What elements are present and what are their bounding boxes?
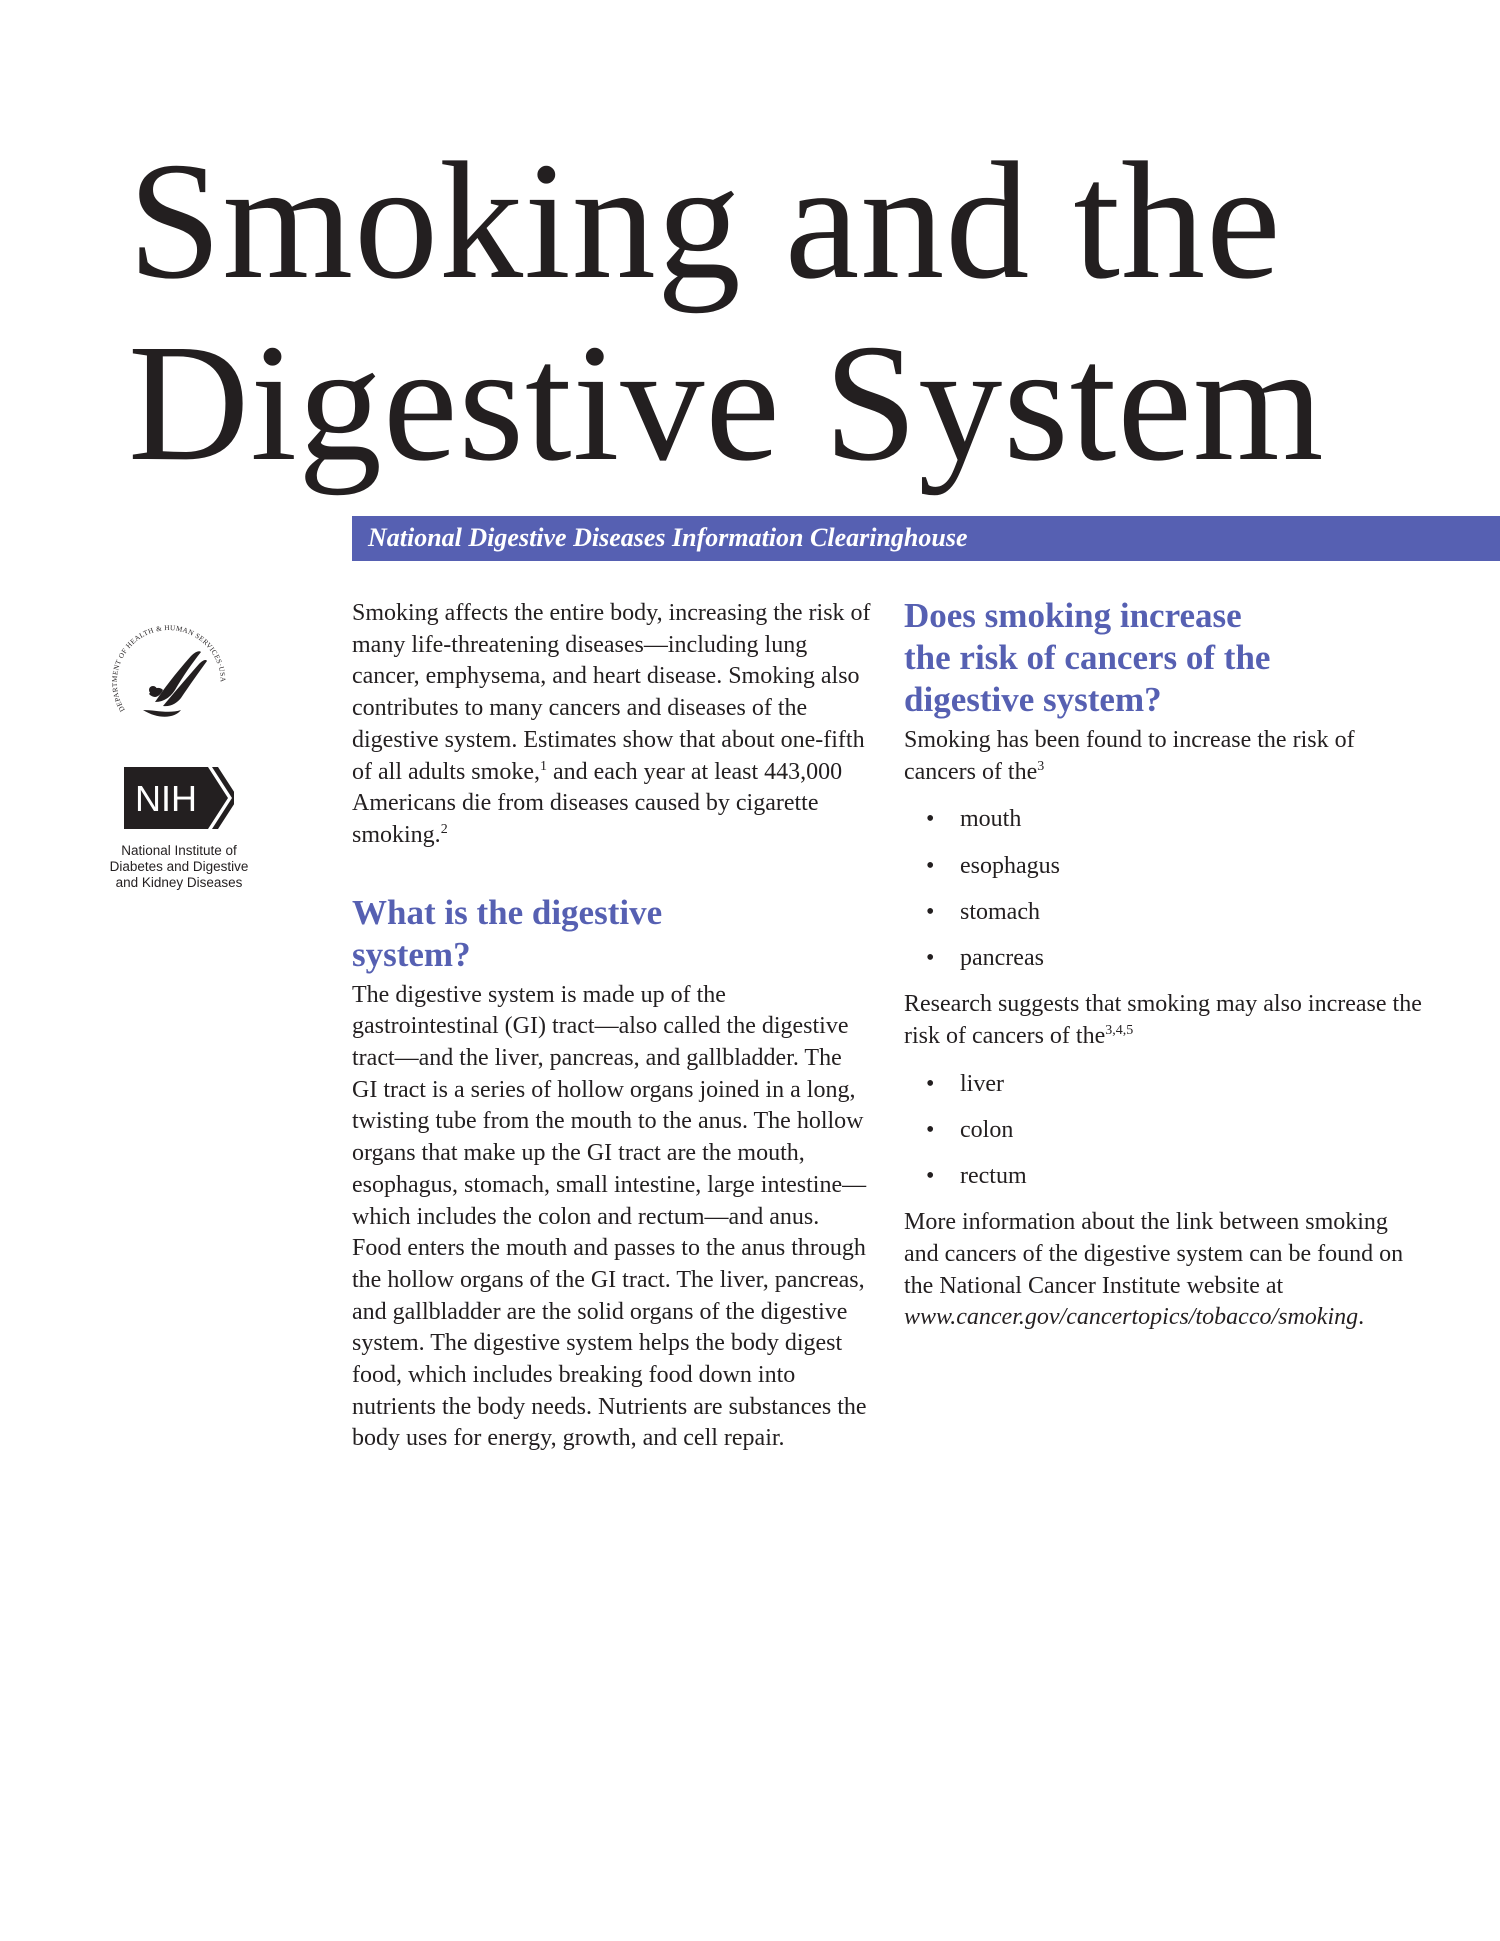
digestive-system-paragraph: The digestive system is made up of the gastrointestinal (GI) tract—also called the digestive tract—and the liver, pancreas, and gallbladder. The GI tract is a series of hollow organs joined in a long, twisting tube from the mouth to the anus. The hollow organs that make up the GI tract are the mouth, esophagus, stomach, small intestine, large intestine—which includes the colon and rectum—and anus. Food enters the mouth and passes to the anus through the hollow organs of the GI tract. The liver, pancreas, and gallbladder are the solid organs of the digestive system. The digestive system helps the body digest food, which includes breaking food down into nutrients the body needs. Nutrients are substances the body uses for energy, growth, and cell repair. bbox=[352, 981, 867, 1452]
hhs-seal-icon bbox=[103, 610, 236, 743]
section1-heading-line-2: system? bbox=[352, 934, 471, 974]
list-item bbox=[926, 851, 1424, 883]
section2-heading-line-2: the risk of cancers of the bbox=[904, 638, 1271, 677]
bullet-icon: • bbox=[926, 1116, 935, 1143]
p1-text: Smoking has been found to increase the risk of cancers of the bbox=[904, 727, 1355, 785]
cancer-risk-paragraph bbox=[904, 725, 1424, 788]
nih-caption bbox=[90, 843, 268, 891]
bullet-icon: • bbox=[926, 945, 935, 972]
p3-text: More information about the link between smoking and cancers of the digestive system can be found on the National Cancer Institute website at bbox=[904, 1209, 1404, 1299]
nih-mark-text: NIH bbox=[135, 778, 197, 819]
nih-logo-icon bbox=[124, 767, 234, 829]
bullet-icon: • bbox=[926, 1070, 935, 1097]
section2-heading-line-3: digestive system? bbox=[904, 680, 1162, 719]
left-column bbox=[352, 598, 872, 1455]
footnote-ref-3: 3 bbox=[1037, 758, 1045, 774]
list-item-text: colon bbox=[960, 1116, 1014, 1143]
list-item-text: stomach bbox=[960, 898, 1040, 925]
list-item-text: liver bbox=[960, 1070, 1004, 1097]
research-paragraph bbox=[904, 989, 1424, 1052]
clearinghouse-band bbox=[352, 516, 1500, 561]
section-heading-digestive-system bbox=[352, 892, 872, 976]
intro-paragraph bbox=[352, 598, 872, 852]
footnote-ref-2: 2 bbox=[440, 821, 448, 837]
right-column bbox=[904, 595, 1424, 1334]
title-line-2: Digestive System bbox=[128, 310, 1325, 496]
section1-heading-line-1: What is the digestive bbox=[352, 892, 663, 932]
footnote-ref-1: 1 bbox=[539, 758, 547, 774]
bullet-icon: • bbox=[926, 806, 935, 833]
list-item-text: mouth bbox=[960, 806, 1022, 833]
list-item bbox=[926, 1069, 1424, 1101]
nci-website-link[interactable]: www.cancer.gov/cancertopics/tobacco/smoking bbox=[904, 1304, 1359, 1331]
cancer-list-2 bbox=[904, 1069, 1424, 1193]
section2-heading-line-1: Does smoking increase bbox=[904, 596, 1242, 635]
more-info-paragraph bbox=[904, 1207, 1424, 1334]
bullet-icon: • bbox=[926, 1163, 935, 1190]
list-item bbox=[926, 1115, 1424, 1147]
intro-text-2: and each year at least 443,000 Americans die from diseases caused by cigarette smoking. bbox=[352, 758, 843, 848]
nih-caption-line-1: National Institute of bbox=[121, 843, 237, 858]
nih-caption-line-2: Diabetes and Digestive bbox=[109, 859, 249, 874]
cancer-list-1 bbox=[904, 804, 1424, 974]
hhs-arc-text: DEPARTMENT OF HEALTH & HUMAN SERVICES·USA bbox=[110, 623, 227, 714]
nih-caption-line-3: and Kidney Diseases bbox=[115, 875, 243, 890]
clearinghouse-band-text: National Digestive Diseases Information Clearinghouse bbox=[368, 523, 968, 552]
list-item bbox=[926, 1161, 1424, 1193]
footnote-ref-345: 3,4,5 bbox=[1105, 1022, 1134, 1038]
section-heading-cancer-risk bbox=[904, 595, 1424, 721]
list-item bbox=[926, 897, 1424, 929]
list-item-text: esophagus bbox=[960, 852, 1060, 879]
list-item-text: rectum bbox=[960, 1163, 1027, 1190]
title-line-1: Smoking and the bbox=[128, 128, 1282, 314]
list-item-text: pancreas bbox=[960, 945, 1044, 972]
p3-end: . bbox=[1358, 1304, 1365, 1331]
bullet-icon: • bbox=[926, 852, 935, 879]
intro-text-1: Smoking affects the entire body, increasing the risk of many life-threatening diseases—including lung cancer, emphysema, and heart disease. Smoking also contributes to many cancers and diseases of the digestive system. Estimates show that about one-fifth of all adults smoke, bbox=[352, 600, 871, 785]
list-item bbox=[926, 943, 1424, 975]
bullet-icon: • bbox=[926, 898, 935, 925]
p2-text: Research suggests that smoking may also increase the risk of cancers of the bbox=[904, 991, 1422, 1049]
page-title bbox=[128, 130, 1468, 494]
eagle-profiles-icon bbox=[143, 651, 207, 717]
list-item bbox=[926, 804, 1424, 836]
